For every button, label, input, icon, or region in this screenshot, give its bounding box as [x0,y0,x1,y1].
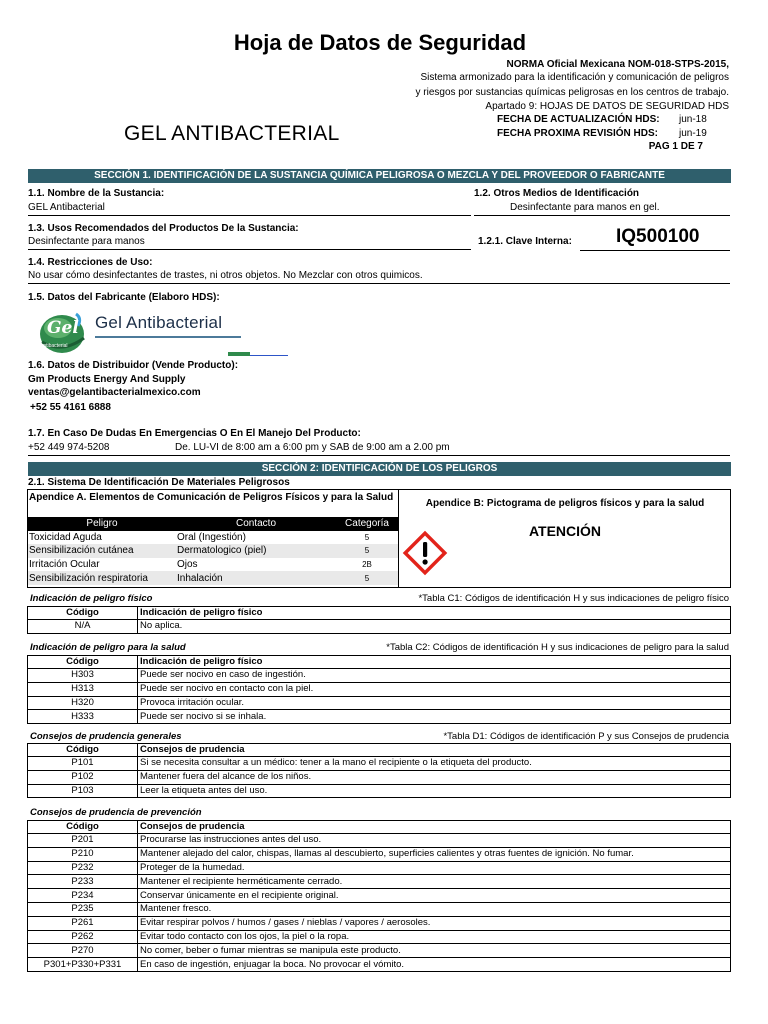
row-text: Puede ser nocivo en contacto con la piel. [138,682,731,696]
col-codigo: Código [28,607,138,620]
fisico-table [27,606,731,634]
table-row [28,757,731,771]
row-text: Puede ser nocivo en caso de ingestión. [138,669,731,683]
row-text: Proteger de la humedad. [138,861,731,875]
hazard-peligro: Toxicidad Aguda [29,531,102,543]
row-code: H303 [28,669,138,683]
table-row [28,682,731,696]
logo-badge-sub: Antibacterial [40,343,68,349]
row-code: P103 [28,784,138,798]
norma-line-2: y riesgos por sustancias químicas peligrosas en los centros de trabajo. [415,87,729,98]
row-text: Puede ser nocivo si se inhala. [138,710,731,724]
table-row [28,696,731,710]
row-code: N/A [28,620,138,634]
col-consejos: Consejos de prudencia [138,744,731,757]
row-text: No aplica. [138,620,731,634]
hazard-contacto: Ojos [177,559,198,571]
table-row [28,930,731,944]
table-row [28,847,731,861]
generales-ref: *Tabla D1: Códigos de identificación P y sus Consejos de prudencia [443,731,729,742]
hazard-header-categoria: Categoría [336,517,398,531]
row-code: P234 [28,889,138,903]
table-row [28,889,731,903]
hazard-contacto: Oral (Ingestión) [177,531,246,543]
page-number: PAG 1 DE 7 [648,141,703,152]
col-codigo: Código [28,821,138,834]
s13-label: 1.3. Usos Recomendados del Productos De la Sustancia: [28,223,299,234]
hazard-header-contacto: Contacto [176,517,336,531]
row-text: Evitar respirar polvos / humos / gases / nieblas / vapores / aerosoles. [138,916,731,930]
appendix-box [27,489,731,588]
prevencion-table [27,820,731,972]
appendix-a-title: Apendice A. Elementos de Comunicación de Peligros Físicos y para la Salud [29,492,394,503]
s12-label: 1.2. Otros Medios de Identificación [474,188,640,199]
row-text: Leer la etiqueta antes del uso. [138,784,731,798]
table-row [28,669,731,683]
fecha-actualizacion-value: jun-18 [679,114,707,125]
hazard-table-header [28,517,398,531]
hazard-header-peligro: Peligro [28,517,176,531]
row-code: P233 [28,875,138,889]
hazard-peligro: Sensibilización respiratoria [28,571,176,585]
hazard-table [28,517,398,585]
col-indicacion: Indicación de peligro físico [138,656,731,669]
row-text: No comer, beber o fumar mientras se manipula este producto. [138,944,731,958]
salud-title: Indicación de peligro para la salud [30,642,186,653]
col-codigo: Código [28,656,138,669]
table-row [28,916,731,930]
exclamation-mark-icon [400,528,450,578]
row-code: P262 [28,930,138,944]
table-row [28,902,731,916]
table-header [28,607,731,620]
table-row [28,710,731,724]
table-row [28,620,731,634]
row-text: Mantener fuera del alcance de los niños. [138,770,731,784]
salud-table [27,655,731,724]
row-code: P101 [28,757,138,771]
prevencion-title: Consejos de prudencia de prevención [30,807,202,818]
row-code: P261 [28,916,138,930]
row-code: P210 [28,847,138,861]
s17-row [28,442,730,456]
row-text: Provoca irritación ocular. [138,696,731,710]
col-codigo: Código [28,744,138,757]
row-code: P201 [28,834,138,848]
logo-accent [228,352,288,357]
row-text: Evitar todo contacto con los ojos, la piel o la ropa. [138,930,731,944]
table-row [28,784,731,798]
row-code: P270 [28,944,138,958]
hazard-contacto: Dermatologico (piel) [176,544,336,558]
logo-badge-text: Gel [47,318,79,338]
hazard-peligro: Irritación Ocular [29,559,100,571]
fisico-ref: *Tabla C1: Códigos de identificación H y sus indicaciones de peligro físico [418,593,729,604]
row-code: P301+P330+P331 [28,958,138,972]
table-header [28,744,731,757]
hazard-contacto: Inhalación [176,571,336,585]
s16-label: 1.6. Datos de Distribuidor (Vende Producto): [28,360,239,371]
hazard-row [28,571,398,585]
document-title: Hoja de Datos de Seguridad [233,30,527,55]
s16-company: Gm Products Energy And Supply [28,374,186,385]
norma-line-3: Apartado 9: HOJAS DE DATOS DE SEGURIDAD HDS [485,101,729,112]
hazard-peligro: Sensibilización cutánea [28,544,176,558]
hazard-categoria: 5 [336,544,398,558]
s11-value: GEL Antibacterial [28,202,471,216]
norma-line-1: Sistema armonizado para la identificación y comunicación de peligros [420,72,729,83]
table-header [28,821,731,834]
s14-label: 1.4. Restricciones de Uso: [28,257,153,268]
table-row [28,958,731,972]
hazard-row [28,544,398,558]
hazard-categoria: 5 [364,532,370,542]
row-text: Conservar únicamente en el recipiente original. [138,889,731,903]
table-row [28,834,731,848]
hazard-categoria: 5 [336,571,398,585]
fecha-revision-value: jun-19 [679,128,707,139]
logo-underline [95,336,241,338]
row-text: Procurarse las instrucciones antes del uso. [138,834,731,848]
row-text: Si se necesita consultar a un médico: tener a la mano el recipiente o la etiqueta del producto. [138,757,731,771]
s16-phone: +52 55 4161 6888 [30,402,111,413]
appendix-b-title: Apendice B: Pictograma de peligros físicos y para la salud [425,498,705,509]
generales-table [27,743,731,798]
row-code: P102 [28,770,138,784]
row-text: Mantener el recipiente herméticamente cerrado. [138,875,731,889]
table-row [28,861,731,875]
hazard-categoria: 2B [362,560,372,570]
appendix-divider [398,490,399,587]
table-row [28,770,731,784]
col-consejos: Consejos de prudencia [138,821,731,834]
row-code: H313 [28,682,138,696]
s17-label: 1.7. En Caso De Dudas En Emergencias O En El Manejo Del Producto: [28,428,361,439]
row-text: Mantener alejado del calor, chispas, llamas al descubierto, superficies calientes y otras fuentes de ignición. No fumar. [138,847,731,861]
s121-value: IQ500100 [580,226,730,251]
fisico-title: Indicación de peligro físico [30,593,153,604]
generales-title: Consejos de prudencia generales [30,731,182,742]
row-code: P235 [28,902,138,916]
s21-label: 2.1. Sistema De Identificación De Materiales Peligrosos [28,477,290,488]
row-code: P232 [28,861,138,875]
s12-value: Desinfectante para manos en gel. [474,202,730,216]
col-indicacion: Indicación de peligro físico [138,607,731,620]
s17-hours: De. LU-VI de 8:00 am a 6:00 pm y SAB de 9:00 am a 2.00 pm [175,442,450,453]
fecha-revision-label: FECHA PROXIMA REVISIÓN HDS: [497,128,658,139]
s15-label: 1.5. Datos del Fabricante (Elaboro HDS): [28,292,220,303]
table-row [28,944,731,958]
norma-reference: NORMA Oficial Mexicana NOM-018-STPS-2015, [506,59,729,70]
signal-word: ATENCIÓN [528,523,602,539]
section-2-bar: SECCIÓN 2: IDENTIFICACIÓN DE LOS PELIGROS [28,462,731,476]
s11-label: 1.1. Nombre de la Sustancia: [28,188,165,199]
s13-value: Desinfectante para manos [28,236,471,250]
fecha-actualizacion-label: FECHA DE ACTUALIZACIÓN HDS: [497,114,660,125]
s14-value: No usar cómo desinfectantes de trastes, ni otros objetos. No Mezclar con otros quimicos. [28,270,730,284]
row-text: En caso de ingestión, enjuagar la boca. No provocar el vómito. [138,958,731,972]
row-code: H320 [28,696,138,710]
product-name: GEL ANTIBACTERIAL [124,122,340,145]
row-text: Mantener fresco. [138,902,731,916]
s121-label: 1.2.1. Clave Interna: [478,236,572,247]
s16-email[interactable]: ventas@gelantibacterialmexico.com [28,387,201,398]
hazard-row [28,531,398,545]
logo-text: Gel Antibacterial [95,313,223,332]
table-row [28,875,731,889]
hazard-row [28,558,398,572]
section-1-bar: SECCIÓN 1. IDENTIFICACIÓN DE LA SUSTANCIA QUÍMICA PELIGROSA O MEZCLA Y DEL PROVEEDOR O FABRICANTE [28,169,731,183]
table-header [28,656,731,669]
salud-ref: *Tabla C2: Códigos de identificación H y sus indicaciones de peligro para la salud [386,642,729,653]
row-code: H333 [28,710,138,724]
s17-phone: +52 449 974-5208 [28,442,110,453]
